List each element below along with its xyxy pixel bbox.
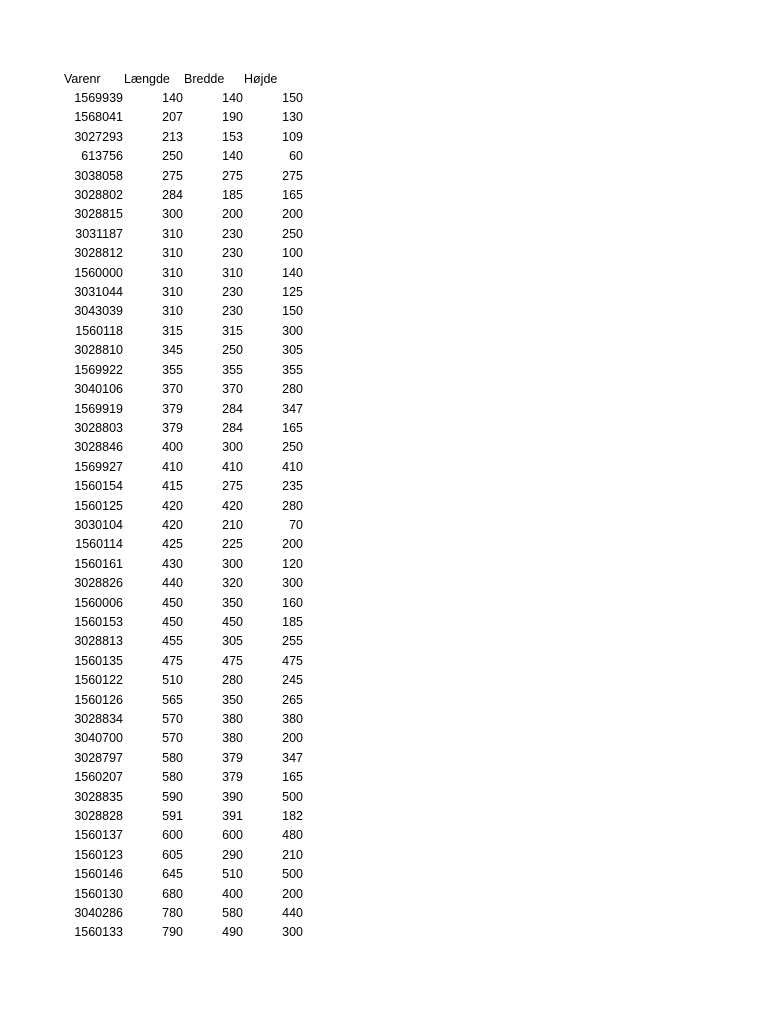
cell-bredde[interactable]: 153 (222, 129, 243, 144)
cell-varenr[interactable]: 3028826 (74, 576, 123, 591)
cell-bredde[interactable]: 275 (222, 168, 243, 183)
cell-hojde[interactable]: 109 (282, 129, 303, 144)
cell-laengde[interactable]: 425 (162, 537, 183, 552)
cell-varenr[interactable]: 3031187 (75, 226, 123, 241)
cell-laengde[interactable]: 310 (162, 246, 183, 261)
cell-hojde[interactable]: 305 (282, 343, 303, 358)
table-row (64, 419, 304, 438)
cell-laengde[interactable]: 310 (162, 226, 183, 241)
spreadsheet (64, 70, 304, 943)
table-row (64, 361, 304, 380)
cell-varenr[interactable]: 3028828 (74, 809, 123, 824)
cell-laengde[interactable]: 450 (162, 614, 183, 629)
cell-hojde[interactable]: 200 (282, 731, 303, 746)
cell-hojde[interactable]: 60 (289, 149, 303, 164)
cell-varenr[interactable]: 3028815 (74, 207, 123, 222)
table-row (64, 205, 304, 224)
cell-laengde[interactable]: 580 (162, 750, 183, 765)
header-laengde[interactable]: Længde (124, 72, 170, 86)
cell-bredde[interactable]: 400 (222, 886, 243, 901)
table-row (64, 477, 304, 496)
cell-bredde[interactable]: 600 (222, 828, 243, 843)
cell-varenr[interactable]: 1560133 (74, 925, 123, 940)
cell-hojde[interactable]: 410 (282, 459, 303, 474)
cell-bredde[interactable]: 350 (222, 595, 243, 610)
cell-bredde[interactable]: 490 (222, 925, 243, 940)
cell-bredde[interactable]: 315 (222, 323, 243, 338)
cell-bredde[interactable]: 475 (222, 653, 243, 668)
cell-bredde[interactable]: 320 (222, 576, 243, 591)
table-row (64, 283, 304, 302)
cell-laengde[interactable]: 510 (162, 673, 183, 688)
cell-laengde[interactable]: 310 (162, 285, 183, 300)
cell-bredde[interactable]: 275 (222, 479, 243, 494)
table-row (64, 458, 304, 477)
cell-laengde[interactable]: 580 (162, 770, 183, 785)
table-row (64, 613, 304, 632)
cell-varenr[interactable]: 1560207 (74, 770, 123, 785)
cell-bredde[interactable]: 210 (222, 517, 243, 532)
cell-varenr[interactable]: 3028812 (74, 246, 123, 261)
cell-bredde[interactable]: 390 (222, 789, 243, 804)
cell-laengde[interactable]: 275 (162, 168, 183, 183)
cell-bredde[interactable]: 450 (222, 614, 243, 629)
table-row (64, 807, 304, 826)
cell-laengde[interactable]: 415 (162, 479, 183, 494)
cell-hojde[interactable]: 200 (282, 207, 303, 222)
cell-hojde[interactable]: 300 (282, 323, 303, 338)
cell-bredde[interactable]: 350 (222, 692, 243, 707)
table-row (64, 652, 304, 671)
cell-hojde[interactable]: 500 (282, 867, 303, 882)
cell-varenr[interactable]: 1560154 (74, 479, 123, 494)
table-row (64, 846, 304, 865)
cell-hojde[interactable]: 300 (282, 576, 303, 591)
cell-bredde[interactable]: 140 (222, 91, 243, 105)
table-row (64, 904, 304, 923)
cell-varenr[interactable]: 1560130 (74, 886, 123, 901)
cell-varenr[interactable]: 1560123 (74, 847, 123, 862)
cell-laengde[interactable]: 284 (162, 188, 183, 203)
cell-hojde[interactable]: 480 (282, 828, 303, 843)
cell-varenr[interactable]: 1560137 (74, 828, 123, 843)
cell-hojde[interactable]: 130 (282, 110, 303, 125)
cell-hojde[interactable]: 125 (282, 285, 303, 300)
cell-varenr[interactable]: 3040286 (74, 906, 123, 921)
cell-laengde[interactable]: 430 (162, 556, 183, 571)
cell-bredde[interactable]: 410 (222, 459, 243, 474)
cell-varenr[interactable]: 1560146 (74, 867, 123, 882)
header-hojde[interactable]: Højde (244, 72, 278, 86)
table-row (64, 89, 304, 108)
cell-laengde[interactable]: 370 (162, 382, 183, 397)
table-row (64, 322, 304, 341)
cell-hojde[interactable]: 200 (282, 537, 303, 552)
cell-bredde[interactable]: 200 (222, 207, 243, 222)
cell-varenr[interactable]: 3028803 (74, 420, 123, 435)
table-body (64, 89, 304, 943)
cell-bredde[interactable]: 380 (222, 712, 243, 726)
table-row (64, 225, 304, 244)
table-row (64, 341, 304, 360)
cell-bredde[interactable]: 391 (222, 809, 243, 824)
cell-varenr[interactable]: 3028802 (74, 188, 123, 203)
cell-bredde[interactable]: 250 (222, 343, 243, 358)
cell-varenr[interactable]: 1560114 (75, 537, 123, 552)
cell-varenr[interactable]: 1569922 (74, 362, 123, 377)
table-row (64, 244, 304, 263)
cell-varenr[interactable]: 3040106 (74, 382, 123, 397)
table-row (64, 749, 304, 768)
table-row (64, 594, 304, 613)
cell-hojde[interactable]: 255 (282, 634, 303, 649)
cell-hojde[interactable]: 475 (282, 653, 303, 668)
cell-hojde[interactable]: 300 (282, 925, 303, 940)
cell-hojde[interactable]: 347 (282, 401, 303, 416)
cell-varenr[interactable]: 1560118 (75, 323, 123, 338)
cell-laengde[interactable]: 379 (162, 401, 183, 416)
cell-varenr[interactable]: 1560126 (74, 692, 123, 707)
header-varenr[interactable]: Varenr (64, 72, 101, 86)
cell-bredde[interactable]: 355 (222, 362, 243, 377)
cell-bredde[interactable]: 230 (222, 304, 243, 319)
cell-bredde[interactable]: 380 (222, 731, 243, 746)
cell-bredde[interactable]: 230 (222, 226, 243, 241)
table-row (64, 671, 304, 690)
cell-bredde[interactable]: 300 (222, 556, 243, 571)
table-row (64, 729, 304, 748)
cell-varenr[interactable]: 1560122 (74, 673, 123, 688)
cell-hojde[interactable]: 280 (282, 498, 303, 513)
cell-laengde[interactable]: 450 (162, 595, 183, 610)
cell-laengde[interactable]: 680 (162, 886, 183, 901)
cell-laengde[interactable]: 355 (162, 362, 183, 377)
table-row (64, 535, 304, 554)
cell-hojde[interactable]: 150 (282, 304, 303, 319)
cell-bredde[interactable]: 510 (222, 867, 243, 882)
cell-varenr[interactable]: 613756 (81, 149, 123, 164)
cell-laengde[interactable]: 207 (162, 110, 183, 125)
cell-laengde[interactable]: 345 (162, 343, 183, 358)
cell-bredde[interactable]: 230 (222, 285, 243, 300)
cell-laengde[interactable]: 605 (162, 847, 183, 862)
table-row (64, 108, 304, 127)
cell-varenr[interactable]: 3043039 (74, 304, 123, 319)
cell-laengde[interactable]: 475 (162, 653, 183, 668)
cell-laengde[interactable]: 400 (162, 440, 183, 455)
table-row (64, 710, 304, 729)
cell-laengde[interactable]: 565 (162, 692, 183, 707)
cell-varenr[interactable]: 1560161 (74, 556, 123, 571)
cell-varenr[interactable]: 3028846 (74, 440, 123, 455)
cell-varenr[interactable]: 1560135 (74, 653, 123, 668)
cell-bredde[interactable]: 379 (222, 770, 243, 785)
cell-varenr[interactable]: 3030104 (74, 517, 123, 532)
table-row (64, 264, 304, 283)
cell-laengde[interactable]: 140 (162, 91, 183, 105)
cell-laengde[interactable]: 379 (162, 420, 183, 435)
cell-laengde[interactable]: 590 (162, 789, 183, 804)
cell-hojde[interactable]: 150 (282, 91, 303, 105)
table-row (64, 400, 304, 419)
cell-laengde[interactable]: 300 (162, 207, 183, 222)
cell-hojde[interactable]: 70 (289, 517, 303, 532)
cell-laengde[interactable]: 310 (162, 304, 183, 319)
cell-bredde[interactable]: 284 (222, 401, 243, 416)
cell-laengde[interactable]: 420 (162, 517, 183, 532)
cell-bredde[interactable]: 140 (222, 149, 243, 164)
table-row (64, 302, 304, 321)
cell-bredde[interactable]: 370 (222, 382, 243, 397)
cell-hojde[interactable]: 355 (282, 362, 303, 377)
cell-bredde[interactable]: 290 (222, 847, 243, 862)
cell-laengde[interactable]: 310 (162, 265, 183, 280)
cell-varenr[interactable]: 3028813 (74, 634, 123, 649)
cell-laengde[interactable]: 780 (162, 906, 183, 921)
cell-laengde[interactable]: 315 (162, 323, 183, 338)
cell-hojde[interactable]: 182 (282, 809, 303, 824)
cell-varenr[interactable]: 3031044 (74, 285, 123, 300)
dimensions-table (64, 70, 304, 943)
cell-laengde[interactable]: 250 (162, 149, 183, 164)
cell-laengde[interactable]: 440 (162, 576, 183, 591)
cell-hojde[interactable]: 275 (282, 168, 303, 183)
table-row (64, 885, 304, 904)
cell-bredde[interactable]: 310 (222, 265, 243, 280)
cell-bredde[interactable]: 379 (222, 750, 243, 765)
cell-varenr[interactable]: 3028835 (74, 789, 123, 804)
table-row (64, 768, 304, 787)
cell-varenr[interactable]: 1568041 (74, 110, 123, 125)
cell-laengde[interactable]: 600 (162, 828, 183, 843)
cell-hojde[interactable]: 160 (282, 595, 303, 610)
table-row (64, 147, 304, 166)
cell-bredde[interactable]: 305 (222, 634, 243, 649)
header-row (64, 70, 304, 89)
cell-laengde[interactable]: 455 (162, 634, 183, 649)
cell-varenr[interactable]: 1569939 (74, 91, 123, 105)
cell-hojde[interactable]: 500 (282, 789, 303, 804)
cell-laengde[interactable]: 591 (162, 809, 183, 824)
table-row (64, 826, 304, 845)
cell-hojde[interactable]: 140 (282, 265, 303, 280)
cell-hojde[interactable]: 165 (282, 770, 303, 785)
table-row (64, 555, 304, 574)
cell-varenr[interactable]: 3028810 (74, 343, 123, 358)
cell-laengde[interactable]: 570 (162, 731, 183, 746)
table-row (64, 497, 304, 516)
table-row (64, 128, 304, 147)
cell-varenr[interactable]: 3038058 (74, 168, 123, 183)
cell-hojde[interactable]: 380 (282, 712, 303, 726)
cell-varenr[interactable]: 1560153 (74, 614, 123, 629)
table-row (64, 186, 304, 205)
table-row (64, 574, 304, 593)
cell-varenr[interactable]: 3028797 (74, 750, 123, 765)
cell-varenr[interactable]: 1569927 (74, 459, 123, 474)
cell-laengde[interactable]: 570 (162, 712, 183, 726)
table-row (64, 516, 304, 535)
cell-hojde[interactable]: 120 (282, 556, 303, 571)
table-row (64, 167, 304, 186)
cell-hojde[interactable]: 250 (282, 440, 303, 455)
cell-hojde[interactable]: 165 (282, 188, 303, 203)
cell-hojde[interactable]: 280 (282, 382, 303, 397)
cell-laengde[interactable]: 645 (162, 867, 183, 882)
cell-varenr[interactable]: 1569919 (74, 401, 123, 416)
cell-hojde[interactable]: 250 (282, 226, 303, 241)
cell-hojde[interactable]: 440 (282, 906, 303, 921)
table-row (64, 438, 304, 457)
cell-hojde[interactable]: 265 (282, 692, 303, 707)
cell-bredde[interactable]: 190 (222, 110, 243, 125)
cell-bredde[interactable]: 284 (222, 420, 243, 435)
cell-bredde[interactable]: 300 (222, 440, 243, 455)
cell-hojde[interactable]: 210 (282, 847, 303, 862)
cell-hojde[interactable]: 185 (282, 614, 303, 629)
cell-laengde[interactable]: 420 (162, 498, 183, 513)
table-row (64, 691, 304, 710)
cell-bredde[interactable]: 230 (222, 246, 243, 261)
cell-hojde[interactable]: 100 (282, 246, 303, 261)
cell-hojde[interactable]: 347 (282, 750, 303, 765)
cell-bredde[interactable]: 420 (222, 498, 243, 513)
cell-varenr[interactable]: 1560000 (74, 265, 123, 280)
table-row (64, 865, 304, 884)
cell-laengde[interactable]: 410 (162, 459, 183, 474)
cell-hojde[interactable]: 165 (282, 420, 303, 435)
cell-hojde[interactable]: 235 (282, 479, 303, 494)
cell-varenr[interactable]: 3027293 (74, 129, 123, 144)
header-bredde[interactable]: Bredde (184, 72, 225, 86)
cell-varenr[interactable]: 1560006 (74, 595, 123, 610)
table-row (64, 923, 304, 942)
cell-hojde[interactable]: 200 (282, 886, 303, 901)
table-row (64, 788, 304, 807)
cell-laengde[interactable]: 213 (162, 129, 183, 144)
cell-bredde[interactable]: 225 (222, 537, 243, 552)
cell-hojde[interactable]: 245 (282, 673, 303, 688)
cell-bredde[interactable]: 185 (222, 188, 243, 203)
table-row (64, 632, 304, 651)
cell-varenr[interactable]: 1560125 (74, 498, 123, 513)
table-row (64, 380, 304, 399)
cell-bredde[interactable]: 280 (222, 673, 243, 688)
cell-bredde[interactable]: 580 (222, 906, 243, 921)
cell-varenr[interactable]: 3028834 (74, 712, 123, 726)
cell-varenr[interactable]: 3040700 (74, 731, 123, 746)
cell-laengde[interactable]: 790 (162, 925, 183, 940)
